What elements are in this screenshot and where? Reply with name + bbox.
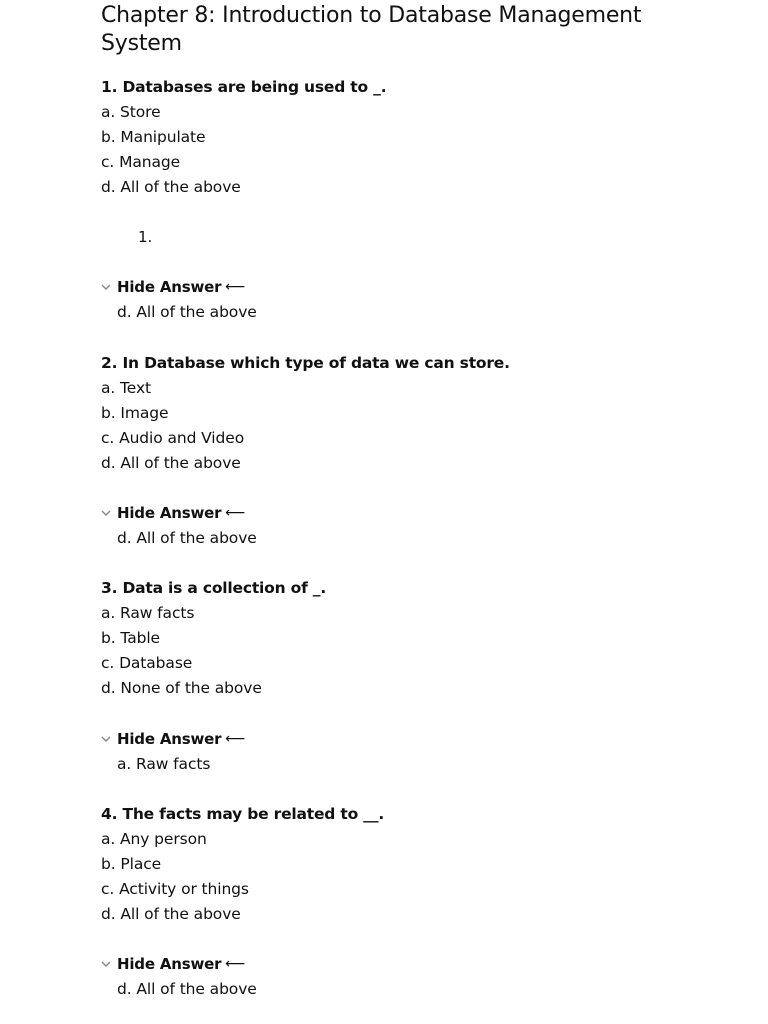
left-arrow-icon: ⟵ [225, 956, 246, 972]
option-d: d. All of the above [101, 454, 241, 472]
hide-answer-label: Hide Answer [117, 955, 222, 973]
left-arrow-icon: ⟵ [225, 505, 246, 521]
answer-text-4: d. All of the above [117, 980, 257, 998]
document-page [101, 0, 741, 998]
left-arrow-icon: ⟵ [225, 279, 246, 295]
hide-answer-toggle-4[interactable] [101, 952, 245, 977]
hide-answer-label: Hide Answer [117, 504, 222, 522]
page-title: Chapter 8: Introduction to Database Management System [101, 3, 642, 56]
chevron-down-icon [101, 501, 117, 526]
question-text: 1. Databases are being used to _. [101, 78, 387, 96]
option-c: c. Database [101, 654, 193, 672]
chevron-down-icon [101, 275, 117, 300]
option-d: d. None of the above [101, 679, 262, 697]
option-a: a. Text [101, 379, 152, 397]
hide-answer-toggle-1[interactable] [101, 275, 245, 300]
answer-text-2: d. All of the above [117, 529, 257, 547]
left-arrow-icon: ⟵ [225, 731, 246, 747]
question-block-1 [101, 75, 386, 200]
chevron-down-icon [101, 727, 117, 752]
question-text: 3. Data is a collection of _. [101, 579, 327, 597]
option-c: c. Manage [101, 153, 181, 171]
option-c: c. Activity or things [101, 880, 249, 898]
question-block-4 [101, 802, 384, 927]
numbered-list-marker: 1. [138, 228, 153, 246]
option-b: b. Place [101, 855, 162, 873]
option-b: b. Manipulate [101, 128, 206, 146]
hide-answer-label: Hide Answer [117, 730, 222, 748]
question-text: 4. The facts may be related to __. [101, 805, 385, 823]
option-c: c. Audio and Video [101, 429, 245, 447]
option-a: a. Raw facts [101, 604, 195, 622]
question-text: 2. In Database which type of data we can store. [101, 354, 510, 372]
option-a: a. Store [101, 103, 161, 121]
option-d: d. All of the above [101, 905, 241, 923]
hide-answer-label: Hide Answer [117, 278, 222, 296]
answer-text-1: d. All of the above [117, 303, 257, 321]
hide-answer-toggle-3[interactable] [101, 727, 245, 752]
hide-answer-toggle-2[interactable] [101, 501, 245, 526]
question-block-2 [101, 351, 510, 476]
answer-text-3: a. Raw facts [117, 755, 211, 773]
option-b: b. Image [101, 404, 169, 422]
question-block-3 [101, 576, 326, 701]
option-a: a. Any person [101, 830, 207, 848]
option-d: d. All of the above [101, 178, 241, 196]
option-b: b. Table [101, 629, 160, 647]
chevron-down-icon [101, 952, 117, 977]
